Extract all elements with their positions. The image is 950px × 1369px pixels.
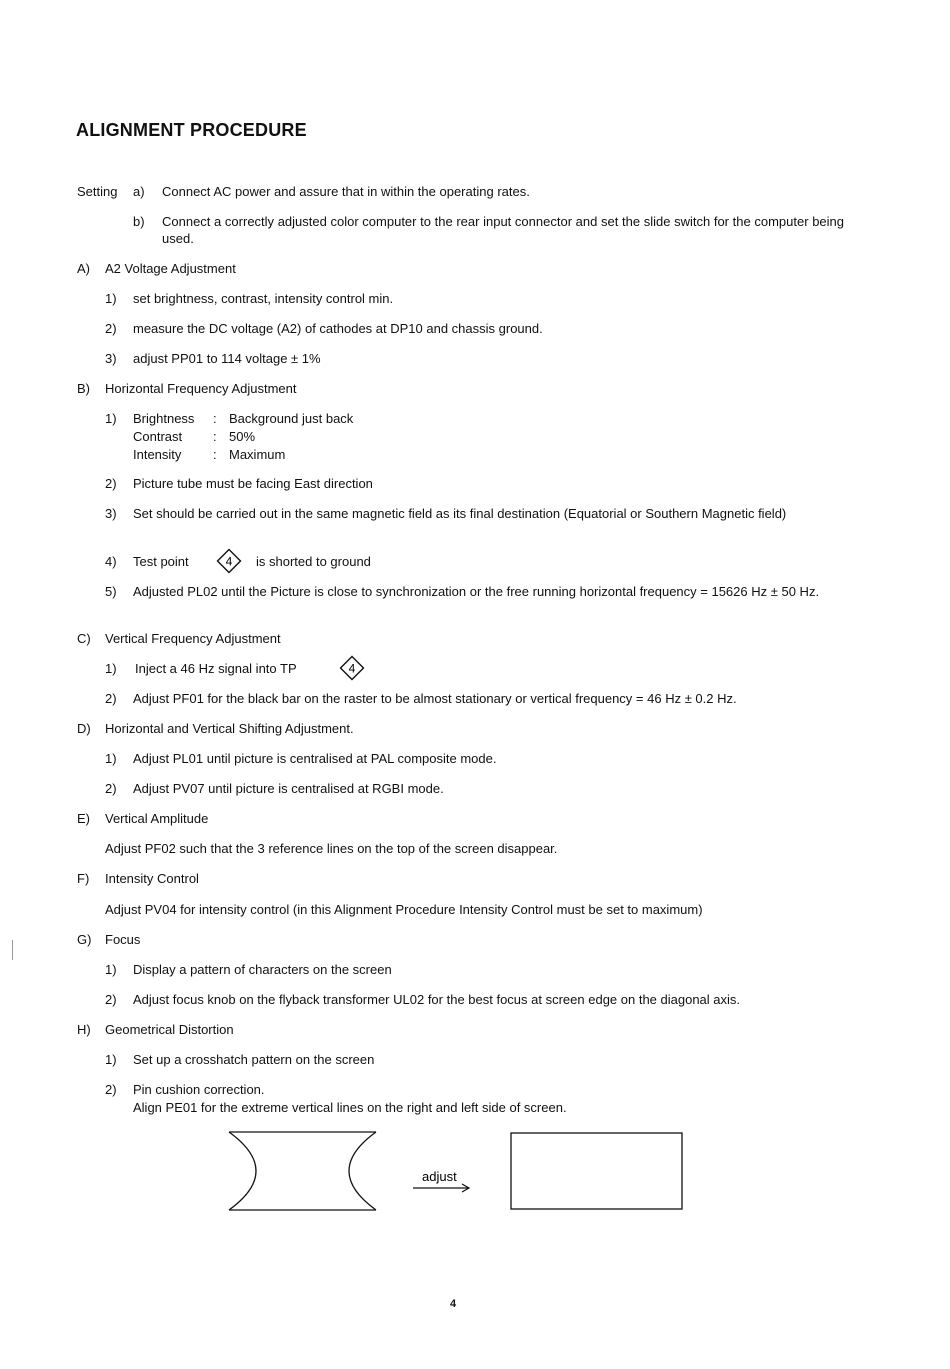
step-number: 4) [105,554,117,569]
step-text: Adjust PF01 for the black bar on the raster to be almost stationary or vertical frequency = 46 Hz ± 0.2 Hz. [133,691,737,706]
step-number: 2) [105,476,117,491]
table-key: Intensity [133,447,182,462]
step-text: Set should be carried out in the same magnetic field as its final destination (Equatorial or Southern Magnetic field) [133,506,787,521]
page-number: 4 [450,1298,457,1310]
section-e-marker: E) [77,811,90,826]
scan-mark [12,940,13,960]
section-g-marker: G) [77,932,92,947]
table-key: Brightness [133,411,195,426]
section-f-heading: Intensity Control [105,871,199,886]
section-e-heading: Vertical Amplitude [105,811,209,826]
corrected-rectangle [511,1133,682,1209]
test-point-diamond-icon [216,548,242,574]
table-value: 50% [229,429,256,444]
step-text: Display a pattern of characters on the screen [133,962,392,977]
setting-label: Setting [77,184,118,199]
step-number: 1) [105,751,117,766]
table-separator: : [213,447,217,462]
test-point-number: 4 [225,554,233,569]
step-number: 3) [105,351,117,366]
step-text: Picture tube must be facing East direction [133,476,373,491]
adjust-label: adjust [422,1169,457,1184]
page-title: ALIGNMENT PROCEDURE [76,120,307,140]
step-number: 1) [105,411,117,426]
section-e-text: Adjust PF02 such that the 3 reference lines on the top of the screen disappear. [105,841,558,856]
step-number: 1) [105,291,117,306]
step-text: Set up a crosshatch pattern on the screen [133,1052,375,1067]
test-point-number: 4 [348,661,356,676]
pincushion-correction-figure [225,1130,695,1215]
step-text: adjust PP01 to 114 voltage ± 1% [133,351,321,366]
step-number: 1) [105,661,117,676]
step-text: set brightness, contrast, intensity control min. [133,291,394,306]
table-row [133,410,353,428]
step-text: Inject a 46 Hz signal into TP [135,661,297,676]
step-number: 2) [105,781,117,796]
section-c-marker: C) [77,631,91,646]
test-point-diamond-icon [339,655,365,681]
step-text: Adjusted PL02 until the Picture is close to synchronization or the free running horizontal frequency = 15626 Hz ± 50 Hz. [133,584,820,599]
step-text: is shorted to ground [256,554,371,569]
section-f-marker: F) [77,871,90,886]
table-separator: : [213,411,217,426]
setting-a-text: Connect AC power and assure that in within the operating rates. [162,184,530,199]
table-row [133,446,353,464]
step-text: measure the DC voltage (A2) of cathodes at DP10 and chassis ground. [133,321,543,336]
step-number: 1) [105,962,117,977]
step-text: Test point [133,554,189,569]
section-d-marker: D) [77,721,91,736]
setting-b-text: Connect a correctly adjusted color computer to the rear input connector and set the slide switch for the computer being used. [162,214,844,246]
section-a-marker: A) [77,261,90,276]
section-d-heading: Horizontal and Vertical Shifting Adjustment. [105,721,354,736]
table-separator: : [213,429,217,444]
step-text: Pin cushion correction. [133,1082,265,1097]
step-number: 1) [105,1052,117,1067]
section-g-heading: Focus [105,932,141,947]
table-value: Background just back [229,411,354,426]
table-row [133,428,353,446]
section-b-heading: Horizontal Frequency Adjustment [105,381,297,396]
section-b-marker: B) [77,381,90,396]
adjust-arrow-icon [413,1184,469,1192]
step-number: 3) [105,506,117,521]
settings-table [133,410,353,464]
section-a-heading: A2 Voltage Adjustment [105,261,236,276]
setting-b-marker: b) [133,214,145,229]
table-value: Maximum [229,447,286,462]
step-text: Adjust PV07 until picture is centralised at RGBI mode. [133,781,444,796]
step-number: 2) [105,992,117,1007]
step-text: Adjust focus knob on the flyback transformer UL02 for the best focus at screen edge on the diagonal axis. [133,992,741,1007]
section-h-heading: Geometrical Distortion [105,1022,234,1037]
section-h-marker: H) [77,1022,91,1037]
setting-a-marker: a) [133,184,145,199]
step-number: 2) [105,321,117,336]
table-key: Contrast [133,429,183,444]
step-text: Align PE01 for the extreme vertical lines on the right and left side of screen. [133,1100,567,1115]
section-f-text: Adjust PV04 for intensity control (in this Alignment Procedure Intensity Control must be set to maximum) [105,902,703,917]
section-c-heading: Vertical Frequency Adjustment [105,631,281,646]
step-number: 2) [105,691,117,706]
step-text: Adjust PL01 until picture is centralised at PAL composite mode. [133,751,497,766]
step-number: 2) [105,1082,117,1097]
step-number: 5) [105,584,117,599]
pincushion-shape [229,1132,376,1210]
